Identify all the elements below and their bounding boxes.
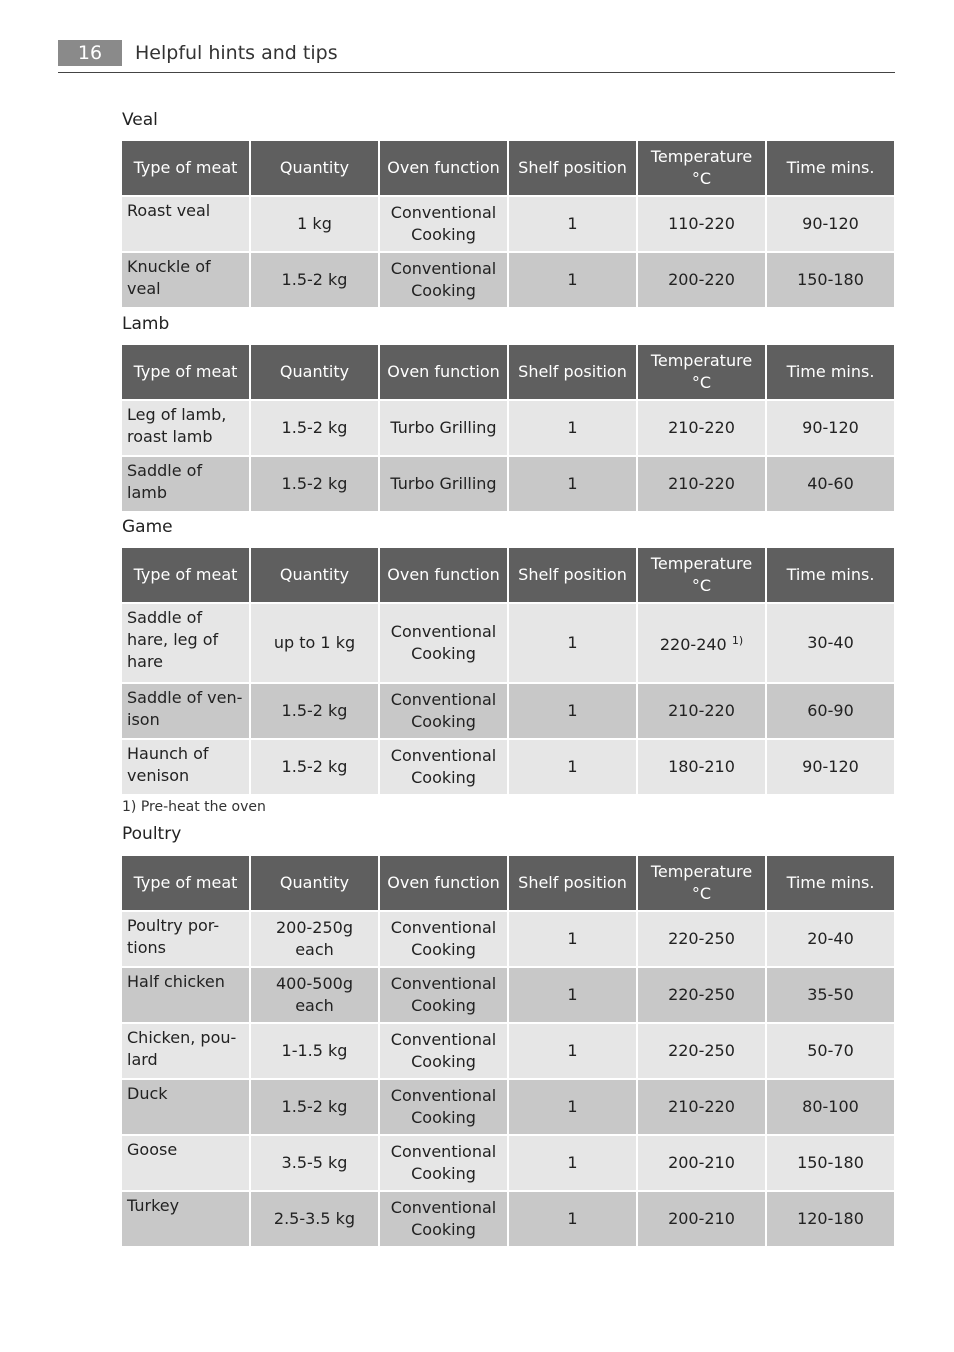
- col-header-quantity: Quantity: [251, 856, 378, 910]
- cell-shelf: 1: [509, 1192, 636, 1246]
- cell-shelf: 1: [509, 401, 636, 455]
- cell-time: 60-90: [767, 684, 894, 738]
- cell-oven-function: Conventional Cooking: [380, 604, 507, 682]
- cell-quantity: 1.5-2 kg: [251, 457, 378, 511]
- col-header-temperature: Temperature °C: [638, 548, 765, 602]
- cell-quantity: 2.5-3.5 kg: [251, 1192, 378, 1246]
- section-title-veal: Veal: [122, 110, 158, 130]
- cell-oven-function: Conventional Cooking: [380, 253, 507, 307]
- table-row: [122, 457, 894, 511]
- cell-meat: Goose: [122, 1136, 249, 1190]
- cell-oven-function: Conventional Cooking: [380, 740, 507, 794]
- cell-temperature: 110-220: [638, 197, 765, 251]
- cell-oven-function: Conventional Cooking: [380, 912, 507, 966]
- col-header-time: Time mins.: [767, 548, 894, 602]
- cell-shelf: 1: [509, 253, 636, 307]
- cell-oven-function: Conventional Cooking: [380, 197, 507, 251]
- col-header-oven-function: Oven function: [380, 856, 507, 910]
- cell-shelf: 1: [509, 912, 636, 966]
- col-header-time: Time mins.: [767, 141, 894, 195]
- cell-quantity: 1-1.5 kg: [251, 1024, 378, 1078]
- cell-oven-function: Conventional Cooking: [380, 1080, 507, 1134]
- cell-time: 30-40: [767, 604, 894, 682]
- cell-oven-function: Conventional Cooking: [380, 684, 507, 738]
- col-header-type: Type of meat: [122, 345, 249, 399]
- col-header-shelf: Shelf position: [509, 141, 636, 195]
- col-header-temperature: Temperature °C: [638, 141, 765, 195]
- footnote: 1) Pre-heat the oven: [122, 799, 266, 815]
- cell-temperature: [638, 604, 765, 682]
- cell-time: 150-180: [767, 253, 894, 307]
- cell-temperature: 220-250: [638, 968, 765, 1022]
- page-number: 16: [58, 40, 122, 66]
- cell-time: 80-100: [767, 1080, 894, 1134]
- cell-oven-function: Turbo Grilling: [380, 457, 507, 511]
- page-header: [58, 40, 895, 73]
- cell-time: 50-70: [767, 1024, 894, 1078]
- cell-meat: Chicken, pou-lard: [122, 1024, 249, 1078]
- table-row: [122, 912, 894, 966]
- cell-shelf: 1: [509, 604, 636, 682]
- cell-meat: Saddle of lamb: [122, 457, 249, 511]
- cell-temperature: 210-220: [638, 457, 765, 511]
- col-header-shelf: Shelf position: [509, 856, 636, 910]
- cell-temperature: 200-210: [638, 1192, 765, 1246]
- table-row: [122, 684, 894, 738]
- table-row: [122, 1080, 894, 1134]
- cell-meat: Turkey: [122, 1192, 249, 1246]
- cell-quantity: 1.5-2 kg: [251, 253, 378, 307]
- cell-time: 90-120: [767, 401, 894, 455]
- table-header-row: [122, 141, 894, 195]
- cell-temperature: 220-250: [638, 1024, 765, 1078]
- cell-quantity: up to 1 kg: [251, 604, 378, 682]
- footnote-marker: 1): [731, 634, 744, 647]
- table-header-row: [122, 548, 894, 602]
- col-header-temperature: Temperature °C: [638, 856, 765, 910]
- table-row: [122, 253, 894, 307]
- cell-time: 90-120: [767, 197, 894, 251]
- table-row: [122, 401, 894, 455]
- cell-time: 35-50: [767, 968, 894, 1022]
- cell-temperature: 210-220: [638, 1080, 765, 1134]
- col-header-oven-function: Oven function: [380, 548, 507, 602]
- cell-oven-function: Conventional Cooking: [380, 1192, 507, 1246]
- cell-quantity: 1.5-2 kg: [251, 740, 378, 794]
- table-row: [122, 604, 894, 682]
- cell-temperature: 200-220: [638, 253, 765, 307]
- cell-temperature: 210-220: [638, 401, 765, 455]
- game-table: [120, 546, 896, 796]
- col-header-time: Time mins.: [767, 345, 894, 399]
- table-row: [122, 1136, 894, 1190]
- cell-time: 150-180: [767, 1136, 894, 1190]
- cell-shelf: 1: [509, 684, 636, 738]
- cell-time: 120-180: [767, 1192, 894, 1246]
- col-header-type: Type of meat: [122, 548, 249, 602]
- cell-meat: Haunch of venison: [122, 740, 249, 794]
- cell-shelf: 1: [509, 197, 636, 251]
- col-header-temperature: Temperature °C: [638, 345, 765, 399]
- cell-shelf: 1: [509, 457, 636, 511]
- cell-temperature: 220-250: [638, 912, 765, 966]
- cell-time: 20-40: [767, 912, 894, 966]
- col-header-shelf: Shelf position: [509, 345, 636, 399]
- col-header-oven-function: Oven function: [380, 141, 507, 195]
- cell-temperature: 180-210: [638, 740, 765, 794]
- cell-temperature: 200-210: [638, 1136, 765, 1190]
- cell-meat: Saddle of ven-ison: [122, 684, 249, 738]
- table-row: [122, 740, 894, 794]
- cell-oven-function: Turbo Grilling: [380, 401, 507, 455]
- table-row: [122, 197, 894, 251]
- cell-meat: Knuckle of veal: [122, 253, 249, 307]
- cell-meat: Poultry por-tions: [122, 912, 249, 966]
- section-title-lamb: Lamb: [122, 314, 170, 334]
- cell-meat: Leg of lamb, roast lamb: [122, 401, 249, 455]
- lamb-table: [120, 343, 896, 513]
- cell-oven-function: Conventional Cooking: [380, 1024, 507, 1078]
- cell-shelf: 1: [509, 1080, 636, 1134]
- col-header-quantity: Quantity: [251, 345, 378, 399]
- cell-temperature: 210-220: [638, 684, 765, 738]
- cell-shelf: 1: [509, 1024, 636, 1078]
- veal-table: [120, 139, 896, 309]
- poultry-table: [120, 854, 896, 1248]
- col-header-shelf: Shelf position: [509, 548, 636, 602]
- cell-meat: Roast veal: [122, 197, 249, 251]
- cell-quantity: 400-500g each: [251, 968, 378, 1022]
- cell-shelf: 1: [509, 740, 636, 794]
- cell-shelf: 1: [509, 968, 636, 1022]
- table-row: [122, 1192, 894, 1246]
- cell-meat: Half chicken: [122, 968, 249, 1022]
- cell-quantity: 1.5-2 kg: [251, 684, 378, 738]
- table-header-row: [122, 345, 894, 399]
- section-title-poultry: Poultry: [122, 824, 182, 844]
- table-row: [122, 1024, 894, 1078]
- cell-quantity: 1 kg: [251, 197, 378, 251]
- header-title: Helpful hints and tips: [135, 42, 338, 64]
- section-title-game: Game: [122, 517, 173, 537]
- cell-quantity: 3.5-5 kg: [251, 1136, 378, 1190]
- cell-quantity: 1.5-2 kg: [251, 401, 378, 455]
- col-header-type: Type of meat: [122, 141, 249, 195]
- cell-meat: Duck: [122, 1080, 249, 1134]
- col-header-time: Time mins.: [767, 856, 894, 910]
- col-header-quantity: Quantity: [251, 548, 378, 602]
- col-header-quantity: Quantity: [251, 141, 378, 195]
- cell-time: 90-120: [767, 740, 894, 794]
- cell-quantity: 200-250g each: [251, 912, 378, 966]
- cell-quantity: 1.5-2 kg: [251, 1080, 378, 1134]
- cell-oven-function: Conventional Cooking: [380, 968, 507, 1022]
- table-header-row: [122, 856, 894, 910]
- cell-oven-function: Conventional Cooking: [380, 1136, 507, 1190]
- temperature-value: 220-240: [659, 635, 727, 654]
- table-row: [122, 968, 894, 1022]
- col-header-oven-function: Oven function: [380, 345, 507, 399]
- col-header-type: Type of meat: [122, 856, 249, 910]
- cell-shelf: 1: [509, 1136, 636, 1190]
- cell-meat: Saddle of hare, leg of hare: [122, 604, 249, 682]
- cell-time: 40-60: [767, 457, 894, 511]
